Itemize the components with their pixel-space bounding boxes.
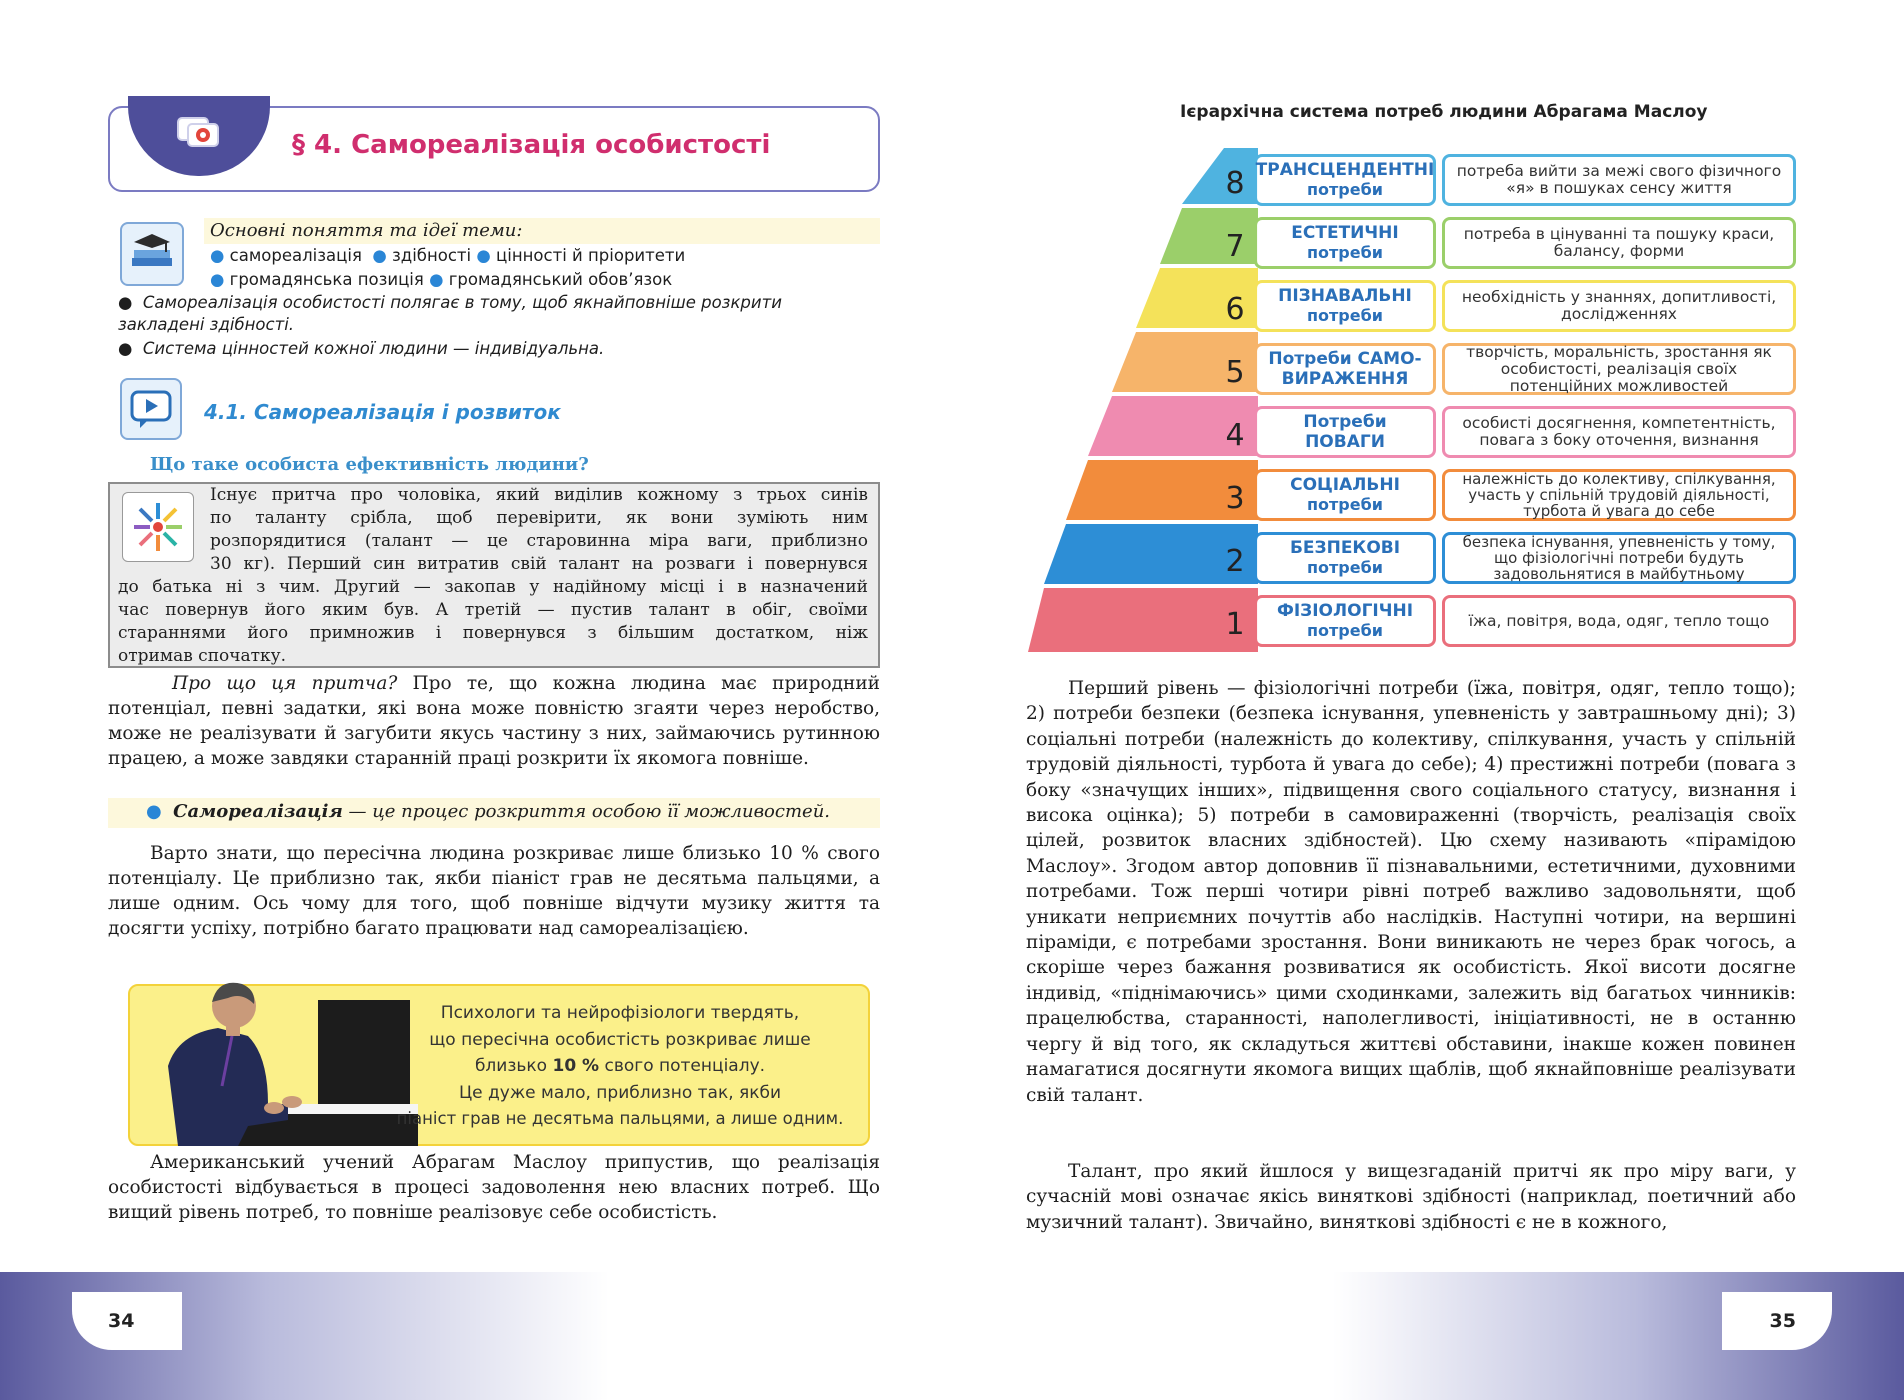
parable-line: стараннями його примножив і повернувся з більшим достатком, ніж — [118, 623, 868, 643]
level-description: потреба вийти за межі свого фізичного «я» в пошуках сенсу життя — [1442, 154, 1796, 206]
key-idea-2: ● Система цінностей кожної людини — індивідуальна. — [118, 339, 605, 358]
level-description: безпека існування, упевненість у тому, що фізіологічні потреби будуть задовольнятися в майбутньому — [1442, 532, 1796, 584]
level-number: 3 — [1225, 481, 1245, 516]
level-description: їжа, повітря, вода, одяг, тепло тощо — [1442, 595, 1796, 647]
paragraph-talent: Талант, про який йшлося у вищезгаданій притчі як про міру ваги, у сучасній мові означає якісь винятковi здібності (наприклад, поетичний або музичний талант). Звичайно, винятковi здібності є не в кожного, — [1026, 1161, 1796, 1233]
level-name: ЕСТЕТИЧНІ потреби — [1254, 217, 1436, 269]
level-description: необхідність у знаннях, допитливості, дослідженнях — [1442, 280, 1796, 332]
level-number: 4 — [1225, 418, 1245, 453]
concepts-line1: ● самореалізація ● здібності ● цінності й пріоритети — [210, 246, 686, 265]
parable-line: час повернув його яким був. А третій — пустив талант в обіг, своїми — [118, 600, 868, 620]
subsection-title: 4.1. Самореалізація і розвиток — [204, 400, 561, 424]
level-name: БЕЗПЕКОВІ потреби — [1254, 532, 1436, 584]
callout-line: Це дуже мало, приблизно так, якби — [458, 1082, 782, 1103]
callout-text — [380, 1000, 860, 1133]
callout-line: піаніст грав не десятьма пальцями, а лише одним. — [396, 1109, 844, 1128]
key-idea-1: ● Самореалізація особистості полягає в тому, щоб якнайповніше розкрити закладені здібності. — [118, 293, 782, 334]
parable-line: до батька ні з чим. Другий — закопав у надійному місці і в назначений — [118, 577, 868, 597]
pyramid-title: Ієрархічна система потреб людини Абрагама Маслоу — [1180, 102, 1708, 122]
maslow-pyramid — [1028, 148, 1258, 656]
level-number: 2 — [1225, 544, 1245, 579]
callout-line: Психологи та нейрофізіологи твердять, — [440, 1003, 800, 1023]
concept-item: громадянський обов’язок — [448, 270, 673, 289]
level-number: 8 — [1225, 166, 1245, 201]
parable-line: 30 кг). Перший син витратив свій талант на розваги і повернувся — [210, 554, 868, 574]
level-description: потреба в цінуванні та пошуку краси, балансу, форми — [1442, 217, 1796, 269]
level-name: Потреби ПОВАГИ — [1254, 406, 1436, 458]
parable-line: Існує притча про чоловіка, який виділив кожному з трьох синів — [210, 485, 868, 505]
level-name: Потреби САМО- ВИРАЖЕННЯ — [1254, 343, 1436, 395]
paragraph-levels: Перший рівень — фізіологічні потреби (їжа, повітря, одяг, тепло тощо); 2) потреби безпеки (безпека існування, упевненість у завтрашньому дні); 3) соціальні потреби (належність до колективу, спілкування, участь у спільній трудовій діяльності, турбота й увага до себе); 4) престижні потреби (повага з боку «значущих інших», підвищення свого соціального статусу, визнання і висока оцінка); 5) потреби в самовираженні (творчість, реалізація своїх цілей, розвиток власних здібностей). Цю схему називають «пірамідою Маслоу». Згодом автор доповнив її пізнавальними, естетичними, духовними потребами. Тож перші чотири рівні потреб важливо задовольняти, щоб уникати неприємних почуттів або наслідків. Наступні чотири, на вершині піраміди, є потребами зростання. Вони виникають не через брак чогось, а скоріше через бажання розвиватися як особистість. Якої висоти досягне індивід, «піднімаючись» цими сходинками, залежить від багатьох чинників: працелюбства, старанності, наполегливості, ініціативності, не в останню чергу й від того, як складуться життєві обставини, інакше кожен повинен намагатися досягнути якомога вищих щаблів, щоб якнайповніше реалізувати свій талант. — [1026, 678, 1796, 1106]
section-title: § 4. Самореалізація особистості — [292, 130, 771, 160]
paragraph-maslow: Американський учений Абрагам Маслоу припустив, що реалізація особистості відбувається в процесі задоволення нею власних потреб. Що вищий рівень потреб, то повніше реалізовує себе особистість. — [108, 1152, 880, 1223]
level-number: 6 — [1225, 292, 1245, 327]
pianist-illustration — [138, 976, 418, 1146]
page-number-right: 35 — [1722, 1292, 1832, 1350]
definition: ● Самореалізація — це процес розкриття особою її можливостей. — [146, 801, 831, 822]
page-number-left: 34 — [72, 1292, 182, 1350]
concept-item: громадянська позиція — [229, 270, 424, 289]
concepts-label: Основні поняття та ідеї теми: — [210, 220, 523, 241]
question-title: Що таке особиста ефективність людини? — [150, 454, 589, 475]
level-name: ПІЗНАВАЛЬНІ потреби — [1254, 280, 1436, 332]
concept-item: здібності — [392, 246, 472, 265]
books-icon — [120, 222, 184, 286]
callout-line: що пересічна особистість розкриває лише — [429, 1029, 811, 1050]
parable-line: розпорядитися (талант — це старовинна міра ваги, приблизно — [210, 531, 868, 551]
parable-line: по таланту срібла, щоб перевірити, як вони зуміють ним — [210, 508, 868, 528]
level-number: 7 — [1225, 229, 1245, 264]
level-description: творчість, моральність, зростання як особистості, реалізація своїх потенційних можливостей — [1442, 343, 1796, 395]
level-name: ФІЗІОЛОГІЧНІ потреби — [1254, 595, 1436, 647]
concept-item: самореалізація — [229, 246, 362, 265]
parable-line: отримав спочатку. — [118, 646, 287, 666]
level-name: СОЦІАЛЬНІ потреби — [1254, 469, 1436, 521]
paragraph-parable-meaning: Про що ця притча? Про те, що кожна людина має природний потенціал, певні задатки, які вона може повністю згаяти через неробство, може не реалізувати й загубити якусь частину з них, займаючись рутинною працею, а може завдяки старанній праці розкрити їх якомога повніше. — [108, 673, 880, 769]
callout-line: близько 10 % свого потенціалу. — [474, 1056, 766, 1076]
parable-text-bottom — [118, 576, 868, 668]
level-number: 1 — [1225, 607, 1245, 642]
parable-text-top — [210, 484, 868, 576]
chat-icon — [174, 108, 222, 156]
people-circle-icon — [122, 492, 194, 562]
level-description: особисті досягнення, компетентність, повага з боку оточення, визнання — [1442, 406, 1796, 458]
video-play-icon[interactable] — [120, 378, 182, 440]
level-name: ТРАНСЦЕНДЕНТНІ потреби — [1254, 154, 1436, 206]
concept-item: цінності й пріоритети — [496, 246, 686, 265]
level-number: 5 — [1225, 355, 1245, 390]
concepts-line2: ● громадянська позиція ● громадянський обов’язок — [210, 270, 673, 289]
paragraph-ten-percent: Варто знати, що пересічна людина розкриває лише близько 10 % свого потенціалу. Це приблизно так, якби піаніст грав не десятьма пальцями, а лише одним. Ось чому для того, щоб повніше відчути музику життя та досягти успіху, потрібно багато працювати над самореалізацією. — [108, 843, 880, 939]
bottom-band — [0, 1272, 1904, 1400]
level-description: належність до колективу, спілкування, участь у спільній трудовій діяльності, турбота й увага до себе — [1442, 469, 1796, 521]
